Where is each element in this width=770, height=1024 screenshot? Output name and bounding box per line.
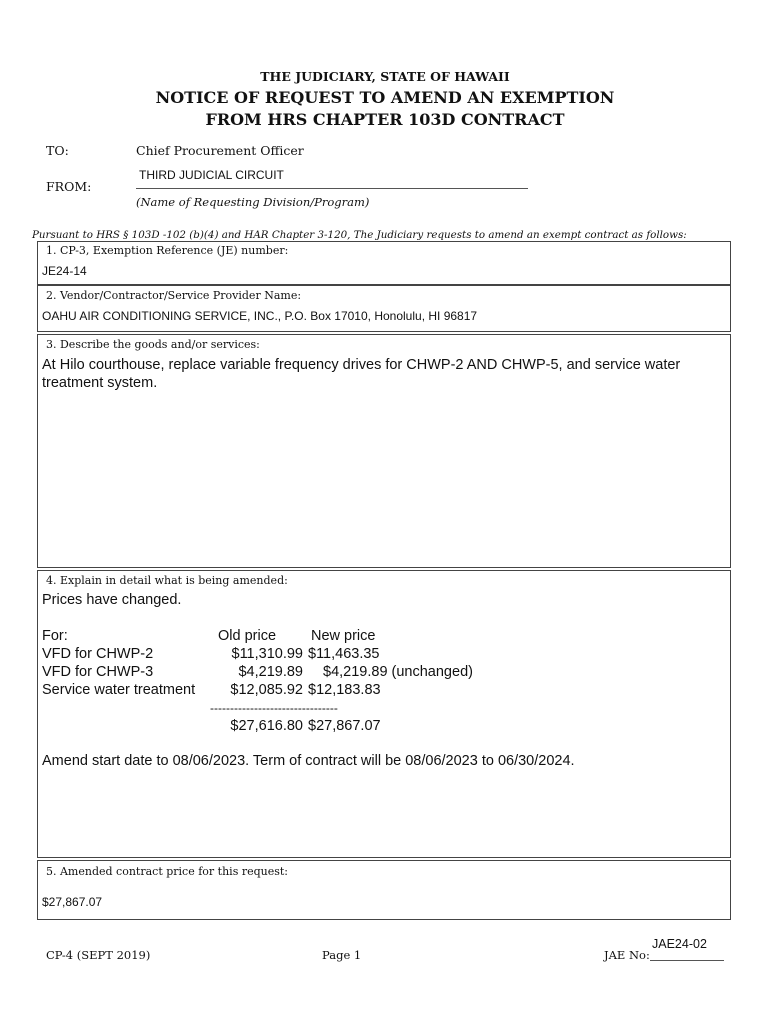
section-2-label: 2. Vendor/Contractor/Service Provider Name: [46, 289, 302, 302]
new-price: $4,219.89 (unchanged) [323, 664, 473, 680]
new-price: $11,463.35 [308, 646, 380, 662]
jae-underline [650, 960, 724, 961]
amendment-intro: Prices have changed. [42, 592, 182, 608]
from-underline [136, 188, 528, 189]
to-label: TO: [46, 143, 69, 158]
total-separator: -------------------------------- [210, 701, 338, 715]
table-row [42, 645, 473, 663]
goods-services-field[interactable]: At Hilo courthouse, replace variable frequency drives for CHWP-2 AND CHWP-5, and service water treatment system. [42, 357, 681, 391]
table-row [42, 663, 473, 681]
from-value: THIRD JUDICIAL CIRCUIT [139, 168, 284, 182]
price-table [42, 627, 473, 735]
form-number: CP-4 (SEPT 2019) [46, 948, 151, 962]
from-caption: (Name of Requesting Division/Program) [136, 195, 370, 209]
pursuant-statement: Pursuant to HRS § 103D -102 (b)(4) and HAR Chapter 3-120, The Judiciary requests to amend an exempt contract as follows: [32, 229, 687, 241]
old-total: $27,616.80 [230, 718, 303, 734]
old-price: $12,085.92 [230, 682, 303, 698]
section-vendor [37, 285, 731, 332]
table-row [42, 681, 473, 699]
section-4-label: 4. Explain in detail what is being amended: [46, 574, 288, 587]
item-name: Service water treatment [42, 682, 196, 698]
amended-price-field[interactable]: $27,867.07 [42, 895, 103, 909]
new-price: $12,183.83 [308, 682, 381, 698]
jae-label: JAE No: [604, 948, 650, 962]
new-total: $27,867.07 [308, 718, 381, 734]
section-1-label: 1. CP-3, Exemption Reference (JE) number: [46, 244, 289, 257]
section-amended-price [37, 860, 731, 920]
vendor-name-field[interactable]: OAHU AIR CONDITIONING SERVICE, INC., P.O. Box 17010, Honolulu, HI 96817 [42, 309, 478, 323]
to-value: Chief Procurement Officer [136, 143, 304, 158]
section-exemption-reference [37, 241, 731, 285]
section-goods-services [37, 334, 731, 568]
from-label: FROM: [46, 179, 92, 194]
page-number: Page 1 [322, 948, 362, 962]
price-table-header [42, 627, 473, 645]
totals-row [42, 717, 473, 735]
item-name: VFD for CHWP-2 [42, 646, 154, 662]
item-name: VFD for CHWP-3 [42, 664, 154, 680]
section-3-label: 3. Describe the goods and/or services: [46, 338, 260, 351]
organization-name: THE JUDICIARY, STATE OF HAWAII [260, 69, 510, 84]
old-price: $4,219.89 [238, 664, 303, 680]
header-for: For: [42, 628, 68, 644]
old-price: $11,310.99 [231, 646, 303, 662]
form-title-line1: NOTICE OF REQUEST TO AMEND AN EXEMPTION [155, 88, 615, 107]
jae-number-field[interactable]: JAE24-02 [652, 937, 707, 951]
amendment-closing: Amend start date to 08/06/2023. Term of contract will be 08/06/2023 to 06/30/2024. [42, 753, 575, 769]
separator-row [42, 699, 473, 717]
form-title-line2: FROM HRS CHAPTER 103D CONTRACT [205, 110, 565, 129]
je-number-field[interactable]: JE24-14 [42, 264, 87, 278]
header-new-price: New price [311, 628, 376, 644]
section-5-label: 5. Amended contract price for this request: [46, 865, 289, 878]
header-old-price: Old price [218, 628, 277, 644]
section-amendment-details[interactable] [37, 570, 731, 858]
